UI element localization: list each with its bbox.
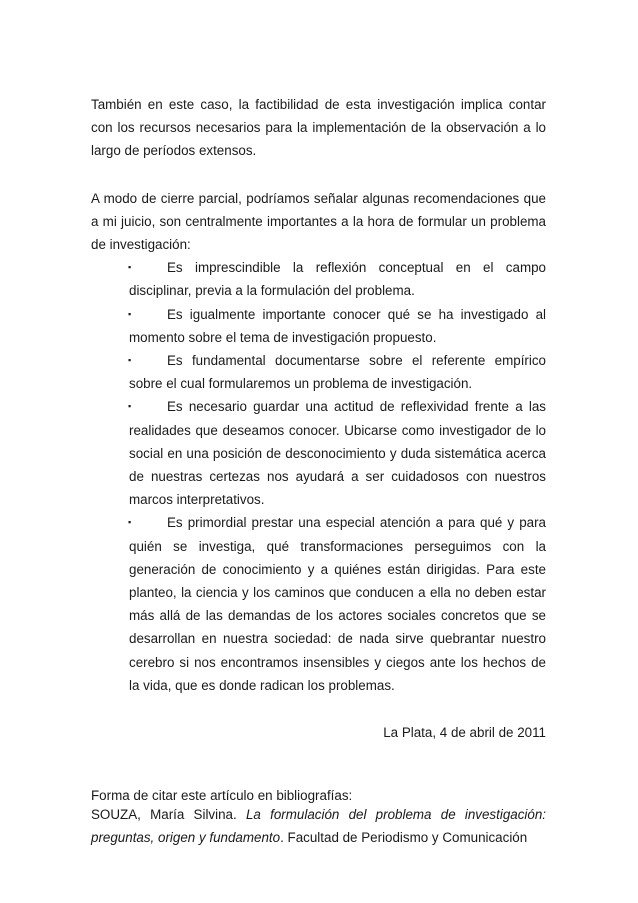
square-bullet-icon: ▪ [128, 308, 132, 319]
list-item-text: Es igualmente importante conocer qué se ha investigado al momento sobre el tema de investigación propuesto. [129, 306, 546, 345]
date-line: La Plata, 4 de abril de 2011 [383, 725, 546, 741]
citation-rest: . Facultad de Periodismo y Comunicación [280, 830, 528, 846]
paragraph-spacer [91, 766, 546, 788]
list-item [91, 511, 546, 697]
paragraph-spacer [91, 697, 546, 721]
list-item [91, 256, 546, 302]
paragraph-cierre-parcial: A modo de cierre parcial, podríamos señalar algunas recomendaciones que a mi juicio, son centralmente importantes a la hora de formular un problema de investigación: [91, 190, 546, 253]
paragraph-factibilidad: También en este caso, la factibilidad de esta investigación implica contar con los recursos necesarios para la implementación de la observación a lo largo de períodos extensos. [91, 97, 546, 159]
paragraph-spacer [91, 163, 546, 187]
recommendations-list [91, 256, 546, 697]
citation-author: SOUZA, María Silvina. [91, 807, 237, 823]
list-item-text: Es necesario guardar una actitud de reflexividad frente a las realidades que deseamos conocer. Ubicarse como investigador de lo social en una posición de desconocimiento y duda sistemática acerca de nuestras certezas nos ayudará a ser cuidadosos con nuestros marcos interpretativos. [129, 399, 546, 508]
list-item [91, 349, 546, 395]
list-item [91, 395, 546, 511]
square-bullet-icon: ▪ [128, 401, 132, 412]
square-bullet-icon: ▪ [128, 262, 132, 273]
list-item [91, 303, 546, 349]
list-item-text: Es fundamental documentarse sobre el referente empírico sobre el cual formularemos un problema de investigación. [129, 353, 546, 392]
document-page [91, 93, 546, 850]
square-bullet-icon: ▪ [128, 355, 132, 366]
citation-label: Forma de citar este artículo en bibliografías: [91, 788, 353, 804]
square-bullet-icon: ▪ [128, 517, 132, 528]
paragraph-spacer [91, 744, 546, 766]
citation-title: La formulación del problema de investigación: preguntas, origen y fundamento [91, 807, 547, 846]
list-item-text: Es imprescindible la reflexión conceptual en el campo disciplinar, previa a la formulación del problema. [129, 260, 546, 299]
list-item-text: Es primordial prestar una especial atención a para qué y para quién se investiga, qué transformaciones perseguimos con la generación de conocimiento y a quiénes están dirigidas. Para este planteo, la ciencia y los caminos que conducen a ella no deben estar más allá de las demandas de los actores sociales concretos que se desarrollan en nuestra sociedad: de nada sirve quebrantar nuestro cerebro si nos encontramos insensibles y ciegos ante los hechos de la vida, que es donde radican los problemas. [129, 515, 546, 693]
citation-body [91, 803, 546, 849]
